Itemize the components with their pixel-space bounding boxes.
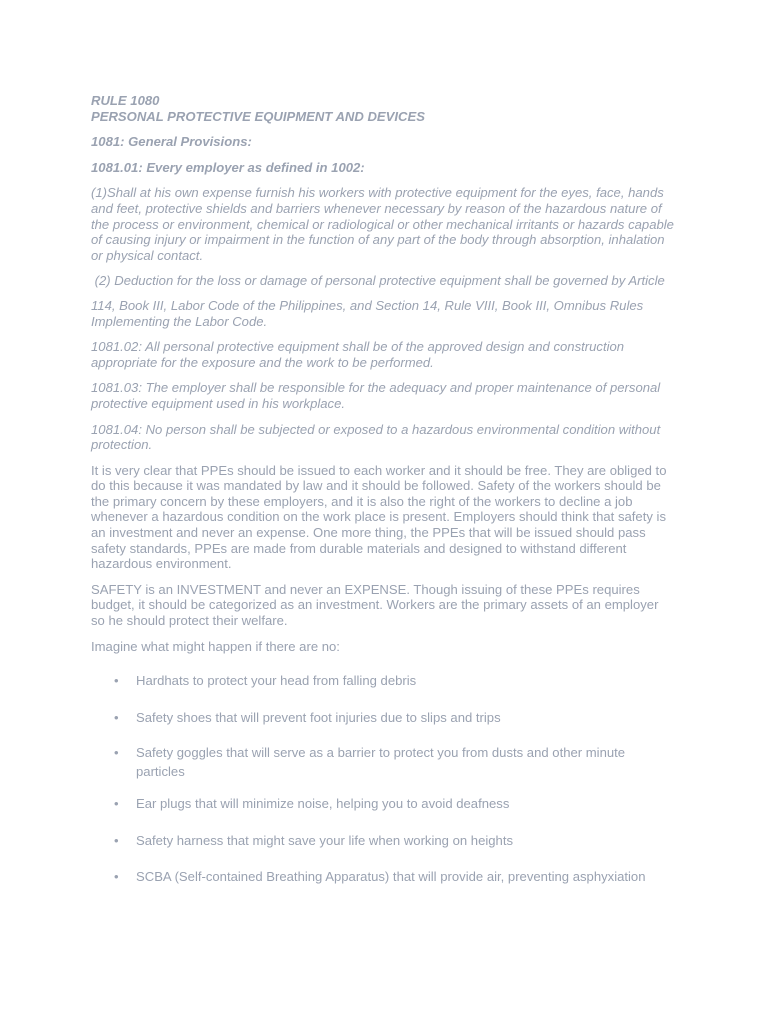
rule-number: RULE 1080 [91, 93, 160, 108]
document-title: PERSONAL PROTECTIVE EQUIPMENT AND DEVICES [91, 108, 425, 124]
provision-paragraph: 114, Book III, Labor Code of the Philippines, and Section 14, Rule VIII, Book III, Omnibus Rules Implementing the Labor Code. [91, 297, 644, 329]
ppe-list [91, 673, 675, 884]
bullet-icon: • [114, 673, 119, 689]
list-item-text: Safety shoes that will prevent foot injuries due to slips and trips [136, 709, 501, 725]
list-item [91, 710, 675, 726]
list-item [91, 833, 675, 849]
commentary-paragraph: SAFETY is an INVESTMENT and never an EXPENSE. Though issuing of these PPEs requires budget, it should be categorized as an investment. Workers are the primary assets of an employer so he should protect their welfare. [91, 581, 659, 629]
commentary-paragraph: Imagine what might happen if there are no: [91, 638, 340, 654]
commentary-paragraph: It is very clear that PPEs should be issued to each worker and it should be free. They are obliged to do this because it was mandated by law and it should be followed. Safety of the workers should be the primary concern by these employers, and it is also the right of the workers to decline a job whenever a hazardous condition on the work place is present. Employers should think that safety is an investment and never an expense. One more thing, the PPEs that will be issued should pass safety standards, PPEs are made from durable materials and designed to withstand different hazardous environment. [91, 462, 667, 572]
list-item-text: Safety harness that might save your life when working on heights [136, 833, 514, 848]
provision-paragraph: (2) Deduction for the loss or damage of personal protective equipment shall be governed by Article [91, 273, 665, 289]
list-item-text: Hardhats to protect your head from falling debris [136, 673, 417, 689]
provision-paragraph: 1081.04: No person shall be subjected or exposed to a hazardous environmental condition without protection. [91, 421, 661, 453]
document-page [91, 93, 675, 884]
bullet-icon: • [114, 709, 119, 725]
list-item [91, 744, 675, 781]
list-item [91, 796, 675, 812]
list-item-text: SCBA (Self-contained Breathing Apparatus) that will provide air, preventing asphyxiation [136, 868, 646, 884]
list-item-text: Safety goggles that will serve as a barrier to protect you from dusts and other minute particles [136, 745, 626, 779]
bullet-icon: • [114, 796, 119, 812]
subsection-heading: 1081.01: Every employer as defined in 1002: [91, 159, 365, 175]
provision-paragraph: 1081.02: All personal protective equipment shall be of the approved design and construction appropriate for the exposure and the work to be performed. [91, 339, 625, 370]
provision-paragraph: (1)Shall at his own expense furnish his workers with protective equipment for the eyes, face, hands and feet, protective shields and barriers whenever necessary by reason of the hazardous nature of the process or environment, chemical or radiological or other mechanical irritants or hazards capable of causing injury or impairment in the function of any part of the body through absorption, inhalation or physical contact. [91, 185, 674, 263]
bullet-icon: • [114, 868, 119, 884]
bullet-icon: • [114, 833, 119, 848]
list-item-text: Ear plugs that will minimize noise, helping you to avoid deafness [136, 796, 510, 812]
list-item [91, 869, 675, 885]
bullet-icon: • [114, 745, 119, 761]
provision-paragraph: 1081.03: The employer shall be responsible for the adequacy and proper maintenance of personal protective equipment used in his workplace. [91, 380, 661, 411]
section-heading: 1081: General Provisions: [91, 134, 252, 150]
list-item [91, 673, 675, 689]
